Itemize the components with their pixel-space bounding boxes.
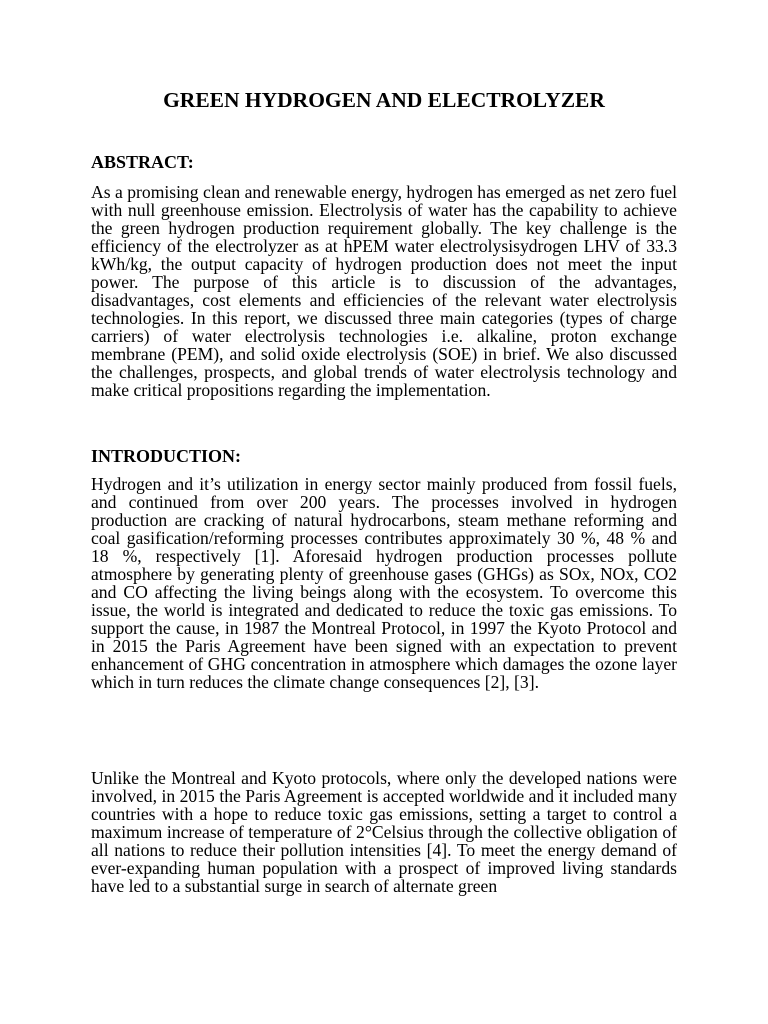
introduction-paragraph: Unlike the Montreal and Kyoto protocols, where only the developed nations were involved, in 2015 the Paris Agreement is accepted worldwide and it included many countries with a hope to reduce toxic gas emissions, setting a target to control a maximum increase of temperature of 2°Celsius through the collective obligation of all nations to reduce their pollution intensities [4]. To meet the energy demand of ever-expanding human population with a prospect of improved living standards have led to a substantial surge in search of alternate green bbox=[91, 768, 677, 896]
introduction-heading: INTRODUCTION: bbox=[91, 446, 242, 466]
abstract-heading: ABSTRACT: bbox=[91, 152, 194, 172]
abstract-paragraph: As a promising clean and renewable energy, hydrogen has emerged as net zero fuel with null greenhouse emission. Electrolysis of water has the capability to achieve the green hydrogen production requirement globally. The key challenge is the efficiency of the electrolyzer as at hPEM water electrolysisydrogen LHV of 33.3 kWh/kg, the output capacity of hydrogen production does not meet the input power. The purpose of this article is to discussion of the advantages, disadvantages, cost elements and efficiencies of the relevant water electrolysis technologies. In this report, we discussed three main categories (types of charge carriers) of water electrolysis technologies i.e. alkaline, proton exchange membrane (PEM), and solid oxide electrolysis (SOE) in brief. We also discussed the challenges, prospects, and global trends of water electrolysis technology and make critical propositions regarding the implementation. bbox=[91, 182, 677, 400]
document-title: GREEN HYDROGEN AND ELECTROLYZER bbox=[163, 88, 605, 112]
introduction-paragraph: Hydrogen and it’s utilization in energy sector mainly produced from fossil fuels, and continued from over 200 years. The processes involved in hydrogen production are cracking of natural hydrocarbons, steam methane reforming and coal gasification/reforming processes contributes approximately 30 %, 48 % and 18 %, respectively [1]. Aforesaid hydrogen production processes pollute atmosphere by generating plenty of greenhouse gases (GHGs) as SOx, NOx, CO2 and CO affecting the living beings along with the ecosystem. To overcome this issue, the world is integrated and dedicated to reduce the toxic gas emissions. To support the cause, in 1987 the Montreal Protocol, in 1997 the Kyoto Protocol and in 2015 the Paris Agreement have been signed with an expectation to prevent enhancement of GHG concentration in atmosphere which damages the ozone layer which in turn reduces the climate change consequences [2], [3]. bbox=[91, 474, 677, 692]
